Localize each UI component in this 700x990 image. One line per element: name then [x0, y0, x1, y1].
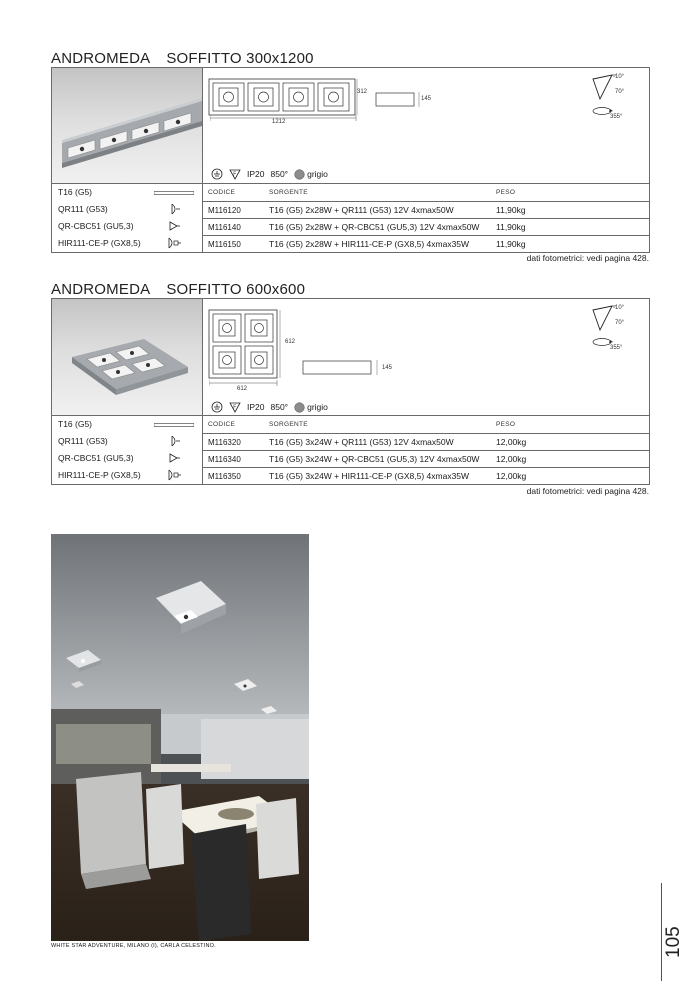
lamp-item: HIR111-CE-P (GX8,5): [52, 235, 203, 252]
rotation-range: 355°: [610, 114, 623, 120]
temp-rating: 850°: [270, 169, 289, 179]
svg-text:F: F: [233, 404, 237, 411]
tilt-max: 70°: [615, 89, 625, 95]
lamp-item: T16 (G5): [52, 184, 203, 201]
product-variant: SOFFITTO 300x1200: [166, 50, 314, 67]
ground-icon: [211, 401, 223, 413]
height-dimension: 145: [382, 365, 393, 371]
tube-lamp-icon: [154, 423, 194, 427]
product-card-2: [51, 298, 650, 485]
specs-row: [211, 401, 334, 413]
ground-icon: [211, 168, 223, 180]
photo-caption: WHITE STAR ADVENTURE, MILANO (I), CARLA CELESTINO.: [51, 943, 216, 949]
section-title-2: [51, 281, 305, 298]
product-photo-2: [52, 299, 203, 415]
product-photo-1: [52, 68, 203, 183]
installation-photo: [51, 534, 309, 941]
tilt-min: -10°: [613, 74, 625, 80]
lamp-list-2: [52, 416, 203, 484]
lamp-item: T16 (G5): [52, 416, 203, 433]
svg-text:F: F: [233, 171, 237, 178]
table-row: M116150 T16 (G5) 2x28W + HIR111-CE-P (GX8,5) 4xmax35W 11,90kg: [203, 235, 649, 252]
tilt-min: -10°: [613, 305, 625, 311]
page-number: 105: [663, 926, 684, 958]
product-table-1: [203, 184, 649, 252]
lamp-item: QR-CBC51 (GU5,3): [52, 218, 203, 235]
product-variant: SOFFITTO 600x600: [166, 281, 306, 298]
color-swatch-icon: [294, 169, 305, 180]
side-view-drawing: [374, 90, 444, 110]
product-name: ANDROMEDA: [51, 281, 151, 298]
rotation-range: 355°: [610, 345, 623, 351]
f-mark-icon: [229, 401, 241, 413]
dichroic-lamp-icon: [169, 220, 181, 232]
ip-rating: IP20: [247, 402, 265, 412]
photometric-note-2: dati fotometrici: vedi pagina 428.: [526, 486, 649, 496]
temp-rating: 850°: [270, 402, 289, 412]
ceiling-lamp-render: [52, 68, 203, 183]
width-dimension: 1212: [272, 119, 286, 125]
photometric-note-1: dati fotometrici: vedi pagina 428.: [526, 253, 649, 263]
front-view-drawing: [206, 307, 286, 382]
cafe-interior-image: [51, 534, 309, 941]
table-row: M116340 T16 (G5) 3x24W + QR-CBC51 (GU5,3) 12V 4xmax50W 12,00kg: [203, 450, 649, 467]
product-name: ANDROMEDA: [51, 50, 151, 67]
color-swatch-icon: [294, 402, 305, 413]
height-dimension: 145: [421, 96, 432, 102]
lamp-item: QR111 (G53): [52, 201, 203, 218]
table-header: CODICE SORGENTE PESO: [208, 421, 516, 428]
color-name: grigio: [307, 169, 328, 179]
ceiling-lamp-render: [52, 299, 203, 415]
width-dimension: 612: [237, 386, 248, 392]
side-view-drawing: [301, 357, 385, 377]
tilt-max: 70°: [615, 320, 625, 326]
f-mark-icon: [229, 168, 241, 180]
lamp-item: HIR111-CE-P (GX8,5): [52, 467, 203, 484]
reflector-lamp-icon: [169, 203, 181, 215]
table-row: M116350 T16 (G5) 3x24W + HIR111-CE-P (GX8,5) 4xmax35W 12,00kg: [203, 467, 649, 484]
table-header: CODICE SORGENTE PESO: [208, 189, 516, 196]
lamp-item: QR-CBC51 (GU5,3): [52, 450, 203, 467]
hir-lamp-icon: [167, 469, 181, 481]
product-table-2: [203, 416, 649, 484]
product-card-1: [51, 67, 650, 253]
page-accent-line: [661, 883, 662, 981]
depth-dimension: 312: [357, 89, 368, 95]
table-row: M116320 T16 (G5) 3x24W + QR111 (G53) 12V 4xmax50W 12,00kg: [203, 433, 649, 450]
color-name: grigio: [307, 402, 328, 412]
section-title-1: [51, 50, 314, 67]
depth-dimension: 612: [285, 339, 296, 345]
lamp-item: QR111 (G53): [52, 433, 203, 450]
tube-lamp-icon: [154, 191, 194, 195]
specs-row: [211, 168, 334, 180]
lamp-list-1: [52, 184, 203, 252]
ip-rating: IP20: [247, 169, 265, 179]
table-row: M116140 T16 (G5) 2x28W + QR-CBC51 (GU5,3) 12V 4xmax50W 11,90kg: [203, 218, 649, 235]
reflector-lamp-icon: [169, 435, 181, 447]
dichroic-lamp-icon: [169, 452, 181, 464]
hir-lamp-icon: [167, 237, 181, 249]
table-row: M116120 T16 (G5) 2x28W + QR111 (G53) 12V 4xmax50W 11,90kg: [203, 201, 649, 218]
